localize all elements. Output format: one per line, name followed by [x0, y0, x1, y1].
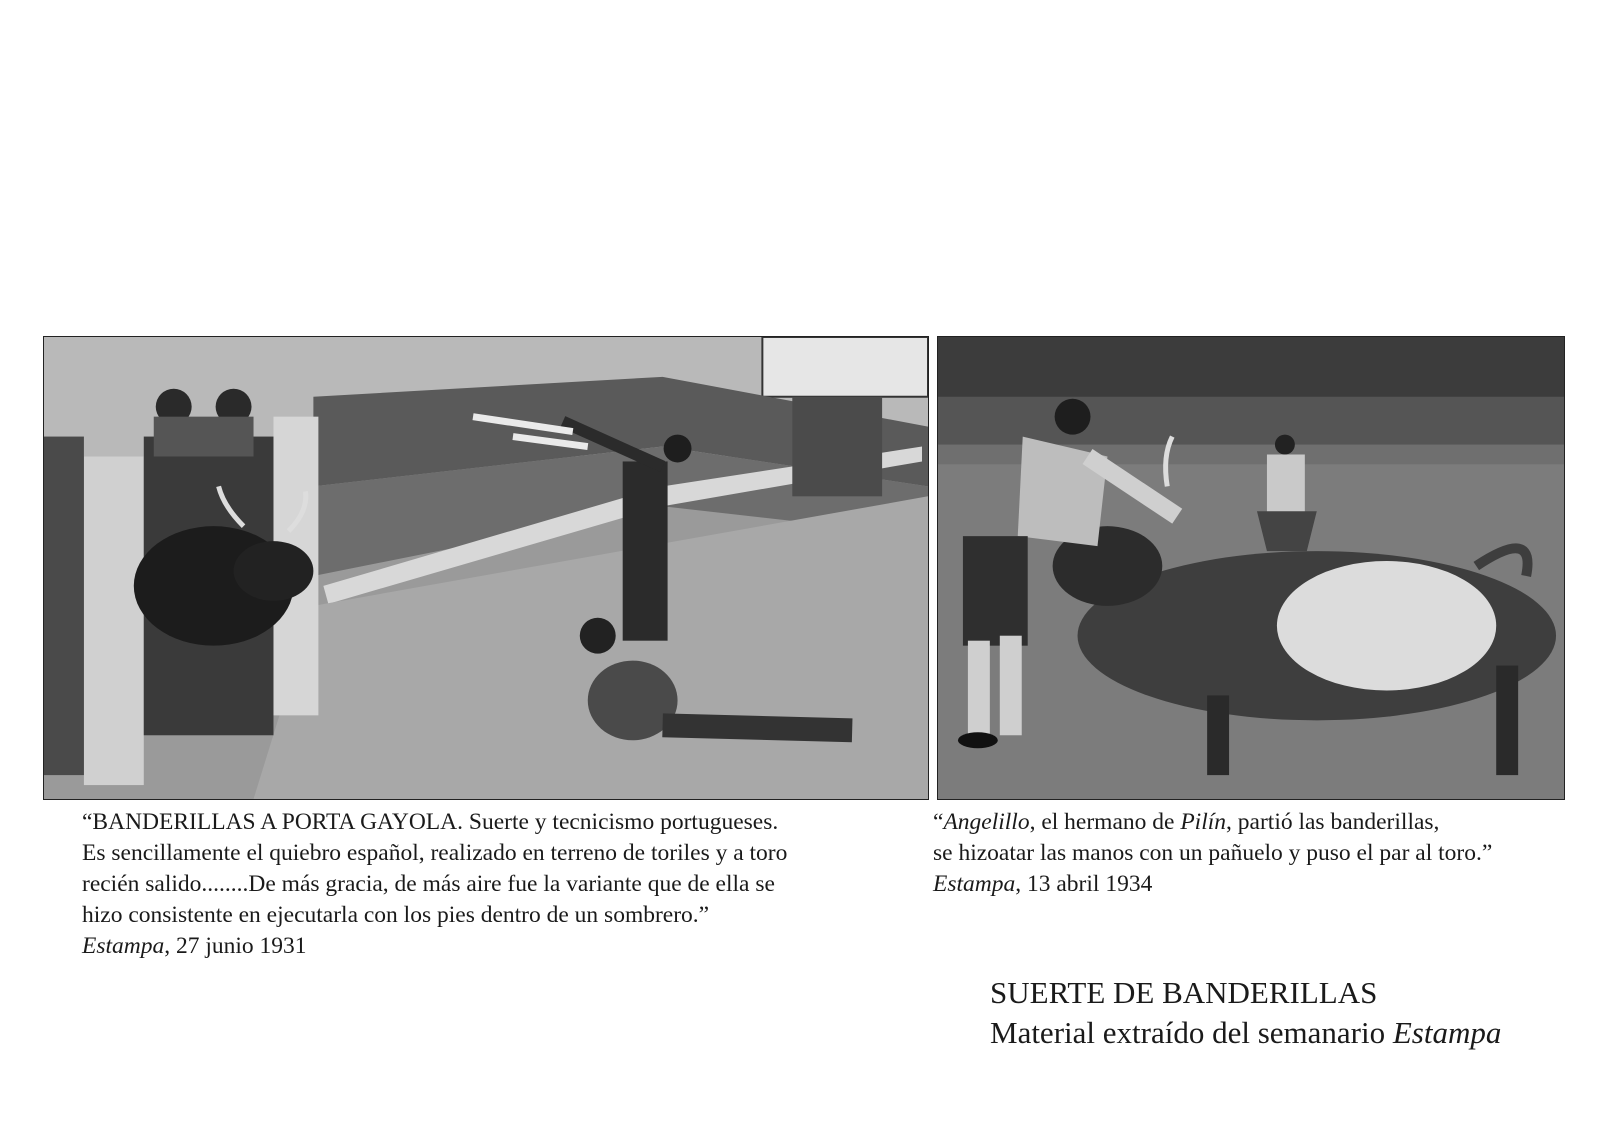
- photo-angelillo-banderillas: [937, 336, 1565, 800]
- page-subtitle-text: Material extraído del semanario: [990, 1015, 1393, 1050]
- page-subtitle-source: Estampa: [1392, 1015, 1502, 1050]
- photo-right-illustration: [938, 337, 1564, 799]
- photo-banderillas-porta-gayola: [43, 336, 929, 800]
- caption-right-line-1: [933, 807, 1492, 838]
- page-title: SUERTE DE BANDERILLAS: [990, 975, 1378, 1010]
- caption-right-name-pilin: Pilín: [1180, 809, 1227, 835]
- caption-left-line-4: hizo consistente en ejecutarla con los pies dentro de un sombrero.”: [82, 902, 710, 928]
- page-subtitle: [990, 1013, 1501, 1053]
- caption-right-line-2: se hizoatar las manos con un pañuelo y puso el par al toro.”: [933, 840, 1493, 866]
- title-block: [990, 973, 1501, 1053]
- caption-right-source: [933, 869, 1492, 900]
- caption-right-text-2: , partió las banderillas,: [1226, 809, 1440, 835]
- caption-left: [82, 807, 787, 962]
- caption-right-source-date: , 13 abril 1934: [1015, 871, 1153, 897]
- caption-left-line-1: “BANDERILLAS A PORTA GAYOLA. Suerte y tecnicismo portugueses.: [82, 809, 779, 835]
- caption-left-line-2: Es sencillamente el quiebro español, realizado en terreno de toriles y a toro: [82, 840, 788, 866]
- caption-right-source-name: Estampa: [933, 871, 1016, 897]
- caption-left-line-3: recién salido........De más gracia, de más aire fue la variante que de ella se: [82, 871, 775, 897]
- caption-right: [933, 807, 1492, 900]
- caption-right-text-1: , el hermano de: [1029, 809, 1181, 835]
- caption-left-source-date: , 27 junio 1931: [164, 933, 307, 959]
- caption-left-source: [82, 931, 787, 962]
- caption-right-open-quote: “: [933, 809, 944, 835]
- caption-left-source-name: Estampa: [82, 933, 165, 959]
- photo-left-illustration: [44, 337, 928, 799]
- caption-right-name-angelillo: Angelillo: [943, 809, 1030, 835]
